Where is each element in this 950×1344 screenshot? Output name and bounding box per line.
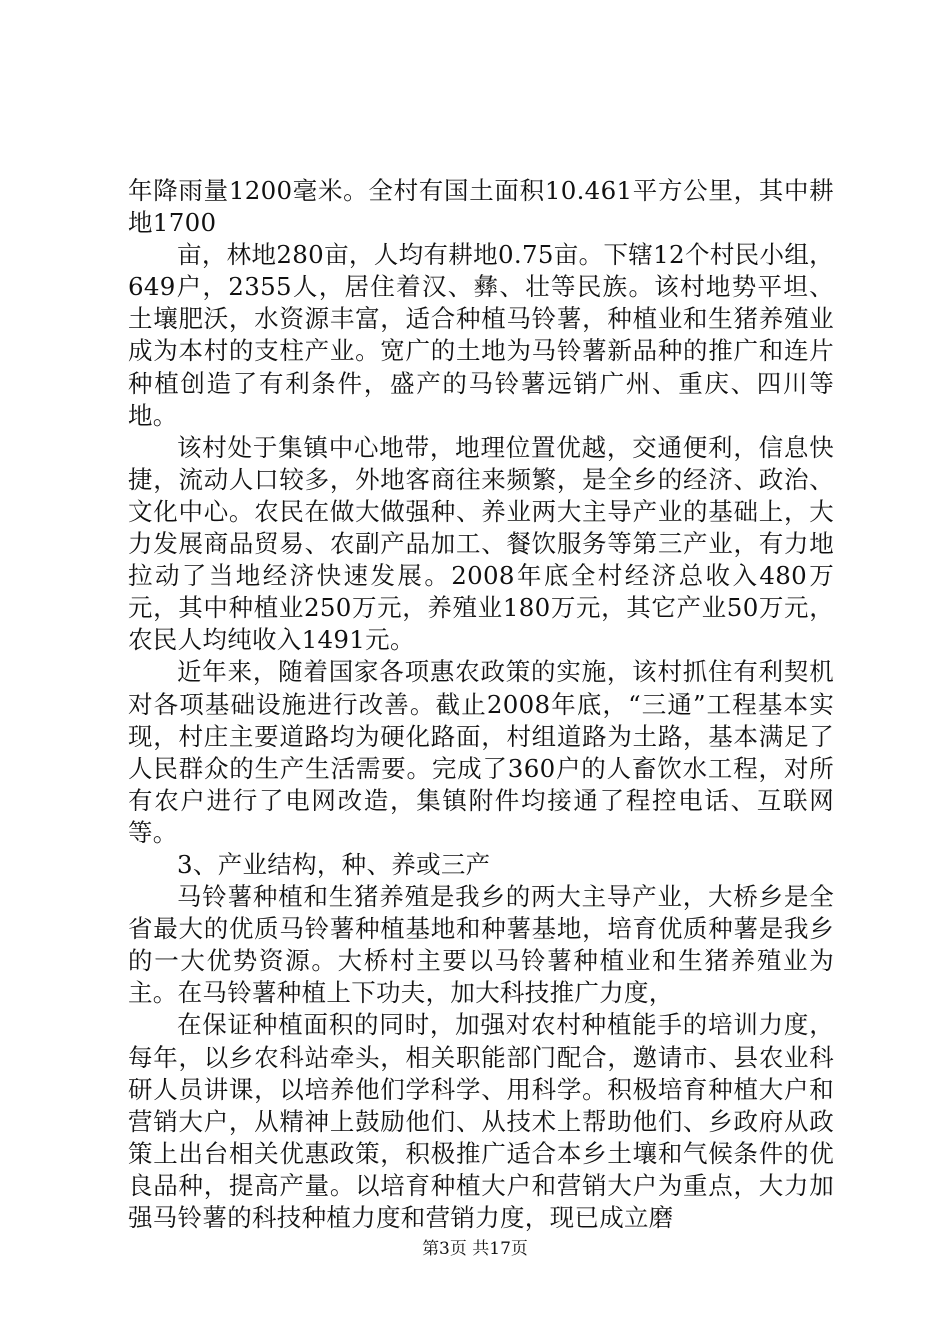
page-footer: [0, 1238, 950, 1260]
paragraph-infrastructure: 近年来，随着国家各项惠农政策的实施，该村抓住有利契机对各项基础设施进行改善。截止2008年底，“三通”工程基本实现，村庄主要道路均为硬化路面，村组道路为土路，基本满足了人民群众的生产生活需要。完成了360户的人畜饮水工程，对所有农户进行了电网改造，集镇附件均接通了程控电话、互联网等。: [128, 657, 834, 847]
paragraph-training-measures: 在保证种植面积的同时，加强对农村种植能手的培训力度，每年，以乡农科站牵头，相关职能部门配合，邀请市、县农业科研人员讲课，以培养他们学科学、用科学。积极培育种植大户和营销大户，从精神上鼓励他们、从技术上帮助他们、乡政府从政策上出台相关优惠政策，积极推广适合本乡土壤和气候条件的优良品种，提高产量。以培育种植大户和营销大户为重点，大力加强马铃薯的科技种植力度和营销力度，现已成立磨: [128, 1010, 834, 1232]
paragraph-main-industries: 马铃薯种植和生猪养殖是我乡的两大主导产业，大桥乡是全省最大的优质马铃薯种植基地和种薯基地，培育优质种薯是我乡的一大优势资源。大桥村主要以马铃薯种植业和生猪养殖业为主。在马铃薯种植上下功夫，加大科技推广力度，: [128, 882, 834, 1008]
paragraph-location-economy: 该村处于集镇中心地带，地理位置优越，交通便利，信息快捷，流动人口较多，外地客商往来频繁，是全乡的经济、政治、文化中心。农民在做大做强种、养业两大主导产业的基础上，大力发展商品贸易、农副产品加工、餐饮服务等第三产业，有力地拉动了当地经济快速发展。2008年底全村经济总收入480万元，其中种植业250万元，养殖业180万元，其它产业50万元，农民人均纯收入1491元。: [128, 432, 834, 655]
page-number-label: 第3页 共17页: [422, 1239, 528, 1259]
section-heading-industry-structure: 3、产业结构，种、养或三产: [177, 849, 491, 879]
document-body: [128, 175, 834, 1234]
paragraph-village-overview: 亩，林地280亩，人均有耕地0.75亩。下辖12个村民小组，649户，2355人，居住着汉、彝、壮等民族。该村地势平坦、土壤肥沃，水资源丰富，适合种植马铃薯，种植业和生猪养殖业成为本村的支柱产业。宽广的土地为马铃薯新品种的推广和连片种植创造了有利条件，盛产的马铃薯远销广州、重庆、四川等地。: [128, 240, 834, 430]
paragraph-rainfall-land: 年降雨量1200毫米。全村有国土面积10.461平方公里，其中耕地1700: [128, 176, 834, 238]
